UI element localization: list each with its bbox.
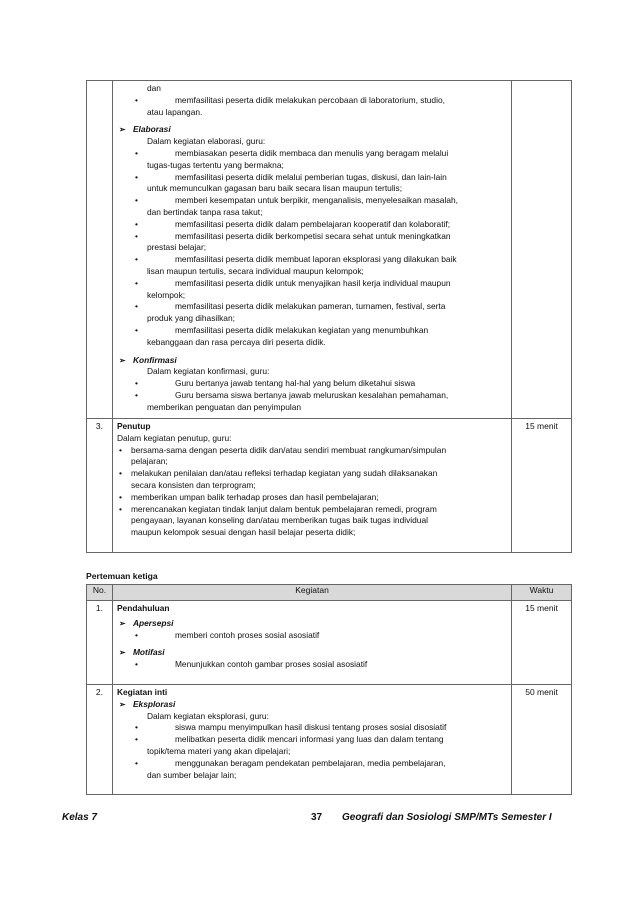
list-item: • memfasilitasi peserta didik untuk menyajikan hasil kerja individual maupun kelompok; [134, 277, 451, 300]
motifasi-heading: ➢ Motifasi [118, 647, 165, 658]
footer-class-label: Kelas 7 [62, 812, 98, 823]
activity-cell [112, 685, 511, 795]
list-item: • merencanakan kegiatan tindak lanjut dalam bentuk pembelajaran remedi, program pengayaan, layanan konseling dan/atau memberikan tugas baik tugas individual maupun kelompok sesuai dengan hasil belajar peserta didik; [118, 503, 437, 538]
continuation-text: dan [146, 83, 161, 93]
bullet-icon: • [134, 629, 138, 640]
bullet-icon: • [134, 277, 138, 288]
bullet-icon: • [134, 195, 138, 206]
bullet-icon: • [134, 301, 138, 312]
konfirmasi-list [117, 378, 507, 413]
elaborasi-list [117, 148, 507, 349]
header-no: No. [87, 585, 113, 601]
arrow-bullet-icon: ➢ [118, 355, 126, 365]
page-number: 37 [311, 812, 323, 823]
arrow-bullet-icon: ➢ [118, 699, 126, 709]
arrow-bullet-icon: ➢ [118, 125, 126, 135]
activity-cell [112, 601, 511, 685]
eksplorasi-intro: Dalam kegiatan eksplorasi, guru: [146, 710, 269, 721]
row-number: 2. [87, 685, 113, 795]
bullet-icon: • [118, 444, 122, 455]
activity-cell [112, 81, 511, 419]
footer-book-title: Geografi dan Sosiologi SMP/MTs Semester I [342, 812, 552, 823]
list-item: • Guru bertanya jawab tentang hal-hal yang belum diketahui siswa [134, 378, 416, 389]
bullet-icon: • [134, 659, 138, 670]
bullet-icon: • [134, 218, 138, 229]
list-item: • memberikan umpan balik terhadap proses dan hasil pembelajaran; [118, 491, 379, 502]
bullet-icon: • [134, 230, 138, 241]
duration: 15 menit [512, 601, 572, 685]
penutup-title: Penutup [116, 421, 151, 431]
elaborasi-intro: Dalam kegiatan elaborasi, guru: [146, 136, 266, 147]
duration-cell [512, 81, 572, 419]
section-label: Pertemuan ketiga [86, 571, 158, 581]
bullet-icon: • [134, 324, 138, 335]
activity-table-continued [86, 80, 572, 553]
eksplorasi-heading: ➢ Eksplorasi [118, 698, 176, 709]
bullet-icon: • [118, 468, 122, 479]
bullet-icon: • [134, 171, 138, 182]
row-number: 3. [87, 419, 113, 553]
bullet-icon: • [118, 491, 122, 502]
bullet-icon: • [134, 734, 138, 745]
list-item: • memberi kesempatan untuk berpikir, menganalisis, menyelesaikan masalah, dan bertindak tanpa rasa takut; [134, 195, 458, 217]
list-item: • memfasilitasi peserta didik melakukan pameran, turnamen, festival, serta produk yang dihasilkan; [134, 301, 446, 324]
list-item: • menggunakan beragam pendekatan pembelajaran, media pembelajaran, dan sumber belajar lain; [134, 757, 446, 780]
kegiatan-inti-title: Kegiatan inti [116, 687, 168, 697]
bullet-icon: • [134, 94, 138, 105]
list-item: • memfasilitasi peserta didik dalam pembelajaran kooperatif dan kolaboratif; [134, 218, 451, 229]
arrow-bullet-icon: ➢ [118, 648, 126, 658]
bullet-icon: • [134, 378, 138, 389]
arrow-bullet-icon: ➢ [118, 618, 126, 628]
bullet-icon: • [134, 722, 138, 733]
bullet-icon: • [134, 757, 138, 768]
list-item: • memfasilitasi peserta didik membuat laporan eksplorasi yang dilakukan baik lisan maupun tertulis, secara individual maupun kelompok; [134, 254, 457, 276]
list-item: • memfasilitasi peserta didik berkompetisi secara sehat untuk meningkatkan prestasi belajar; [134, 230, 451, 253]
activity-cell [112, 419, 511, 553]
eksplorasi-list [117, 722, 507, 781]
row-number: 1. [87, 601, 113, 685]
list-item: • bersama-sama dengan peserta didik dan/atau sendiri membuat rangkuman/simpulan pelajaran; [118, 444, 447, 467]
penutup-list [117, 445, 507, 539]
list-item: • memfasilitasi peserta didik melakukan kegiatan yang menumbuhkan kebanggaan dan rasa percaya diri peserta didik. [134, 324, 429, 347]
list-item: • memberi contoh proses sosial asosiatif [134, 629, 320, 640]
list-item: • memfasilitasi peserta didik melakukan percobaan di laboratorium, studio, atau lapangan. [134, 94, 445, 117]
duration: 15 menit [512, 419, 572, 553]
penutup-intro: Dalam kegiatan penutup, guru: [116, 432, 232, 443]
elaborasi-heading: ➢ Elaborasi [118, 124, 171, 135]
header-kegiatan: Kegiatan [112, 585, 511, 601]
list-item: • membiasakan peserta didik membaca dan menulis yang beragam melalui tugas-tugas tertentu yang bermakna; [134, 147, 449, 170]
duration: 50 menit [512, 685, 572, 795]
list-item: • siswa mampu menyimpulkan hasil diskusi tentang proses sosial disosiatif [134, 722, 447, 733]
activity-table-meeting-3 [86, 584, 572, 795]
list-item: • melibatkan peserta didik mencari informasi yang luas dan dalam tentang topik/tema materi yang akan dipelajari; [134, 734, 444, 756]
list-item: • melakukan penilaian dan/atau refleksi terhadap kegiatan yang sudah dilaksanakan secara konsisten dan terprogram; [118, 468, 438, 490]
konfirmasi-intro: Dalam kegiatan konfirmasi, guru: [146, 366, 270, 377]
bullet-icon: • [134, 389, 138, 400]
pendahuluan-title: Pendahuluan [116, 603, 170, 613]
bullet-icon: • [118, 503, 122, 514]
row-number-cell [87, 81, 113, 419]
bullet-icon: • [134, 254, 138, 265]
bullet-icon: • [134, 147, 138, 158]
konfirmasi-heading: ➢ Konfirmasi [118, 354, 177, 365]
apersepsi-heading: ➢ Apersepsi [118, 617, 174, 628]
list-item: • memfasilitasi peserta didik melalui pemberian tugas, diskusi, dan lain-lain untuk memunculkan gagasan baru baik secara lisan maupun tertulis; [134, 171, 447, 194]
list-item: • Menunjukkan contoh gambar proses sosial asosiatif [134, 659, 368, 670]
list-item: • Guru bersama siswa bertanya jawab meluruskan kesalahan pemahaman, memberikan penguatan dan penyimpulan [134, 389, 449, 412]
header-waktu: Waktu [512, 585, 572, 601]
